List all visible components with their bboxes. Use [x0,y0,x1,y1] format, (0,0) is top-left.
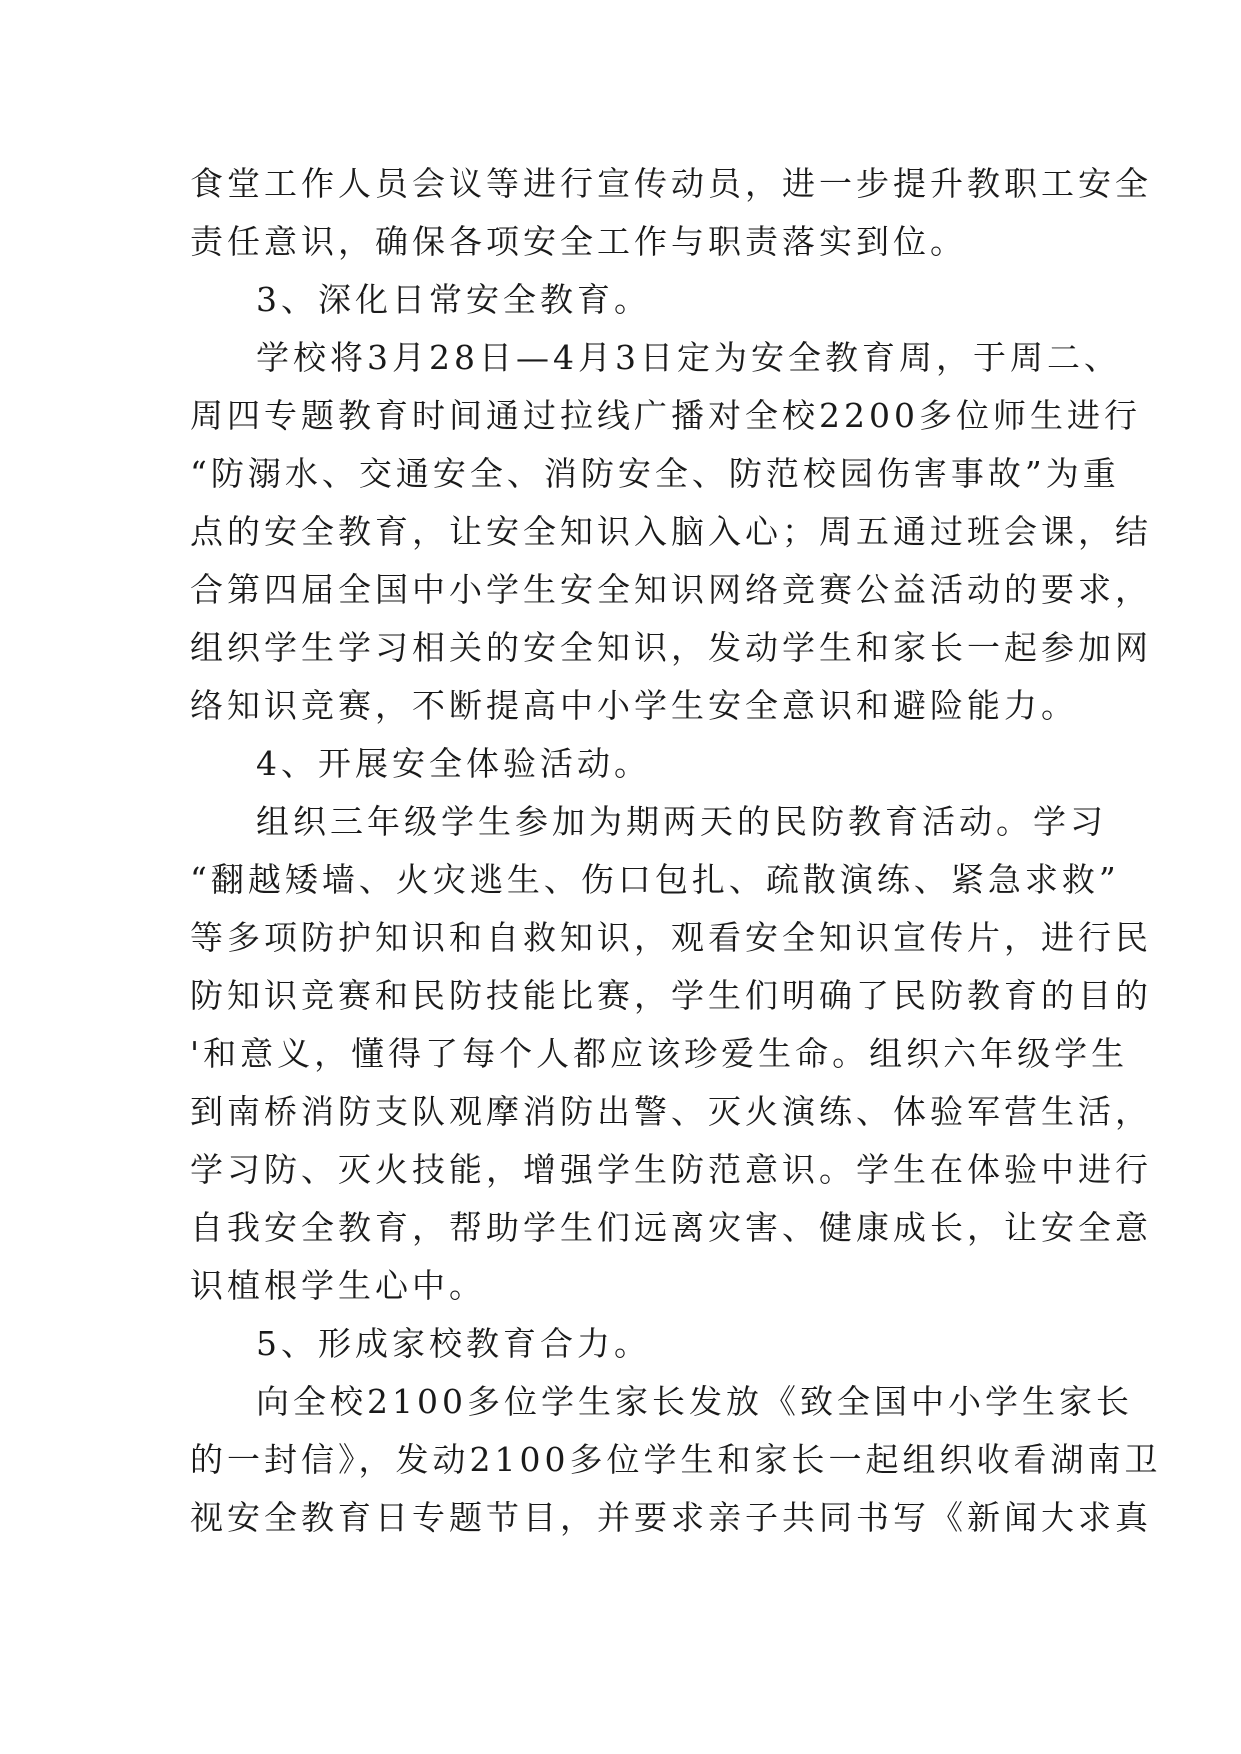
text-line: “翻越矮墙、火灾逃生、伤口包扎、疏散演练、紧急求救” [190,860,1120,899]
text-line: 向全校2100多位学生家长发放《致全国中小学生家长 [256,1382,1133,1421]
section-heading: 3、深化日常安全教育。 [256,280,651,319]
text-line: 学习防、灭火技能，增强学生防范意识。学生在体验中进行 [190,1150,1152,1189]
text-line: 组织学生学习相关的安全知识，发动学生和家长一起参加网 [190,628,1152,667]
section-heading: 4、开展安全体验活动。 [256,744,651,783]
text-line: 到南桥消防支队观摩消防出警、灭火演练、体验军营生活， [190,1092,1152,1131]
text-line: 点的安全教育，让安全知识入脑入心；周五通过班会课，结 [190,512,1152,551]
text-line: 自我安全教育，帮助学生们远离灾害、健康成长，让安全意 [190,1208,1152,1247]
text-line: 等多项防护知识和自救知识，观看安全知识宣传片，进行民 [190,918,1152,957]
section-heading: 5、形成家校教育合力。 [256,1324,651,1363]
text-line: 防知识竞赛和民防技能比赛，学生们明确了民防教育的目的 [190,976,1152,1015]
text-line: '和意义，懂得了每个人都应该珍爱生命。组织六年级学生 [190,1034,1129,1073]
text-line: 学校将3月28日—4月3日定为安全教育周，于周二、 [256,338,1121,377]
text-line: 周四专题教育时间通过拉线广播对全校2200多位师生进行 [190,396,1141,435]
document-page [190,155,1162,1547]
text-line: 的一封信》，发动2100多位学生和家长一起组织收看湖南卫 [190,1440,1162,1479]
text-line: 合第四届全国中小学生安全知识网络竞赛公益活动的要求， [190,570,1152,609]
text-line: 识植根学生心中。 [190,1266,486,1305]
text-line: 视安全教育日专题节目，并要求亲子共同书写《新闻大求真 [190,1498,1152,1537]
text-line: 组织三年级学生参加为期两天的民防教育活动。学习 [256,802,1107,841]
text-line: 食堂工作人员会议等进行宣传动员，进一步提升教职工安全 [190,164,1152,203]
text-line: “防溺水、交通安全、消防安全、防范校园伤害事故”为重 [190,454,1120,493]
text-line: 责任意识，确保各项安全工作与职责落实到位。 [190,222,967,261]
text-line: 络知识竞赛，不断提高中小学生安全意识和避险能力。 [190,686,1078,725]
